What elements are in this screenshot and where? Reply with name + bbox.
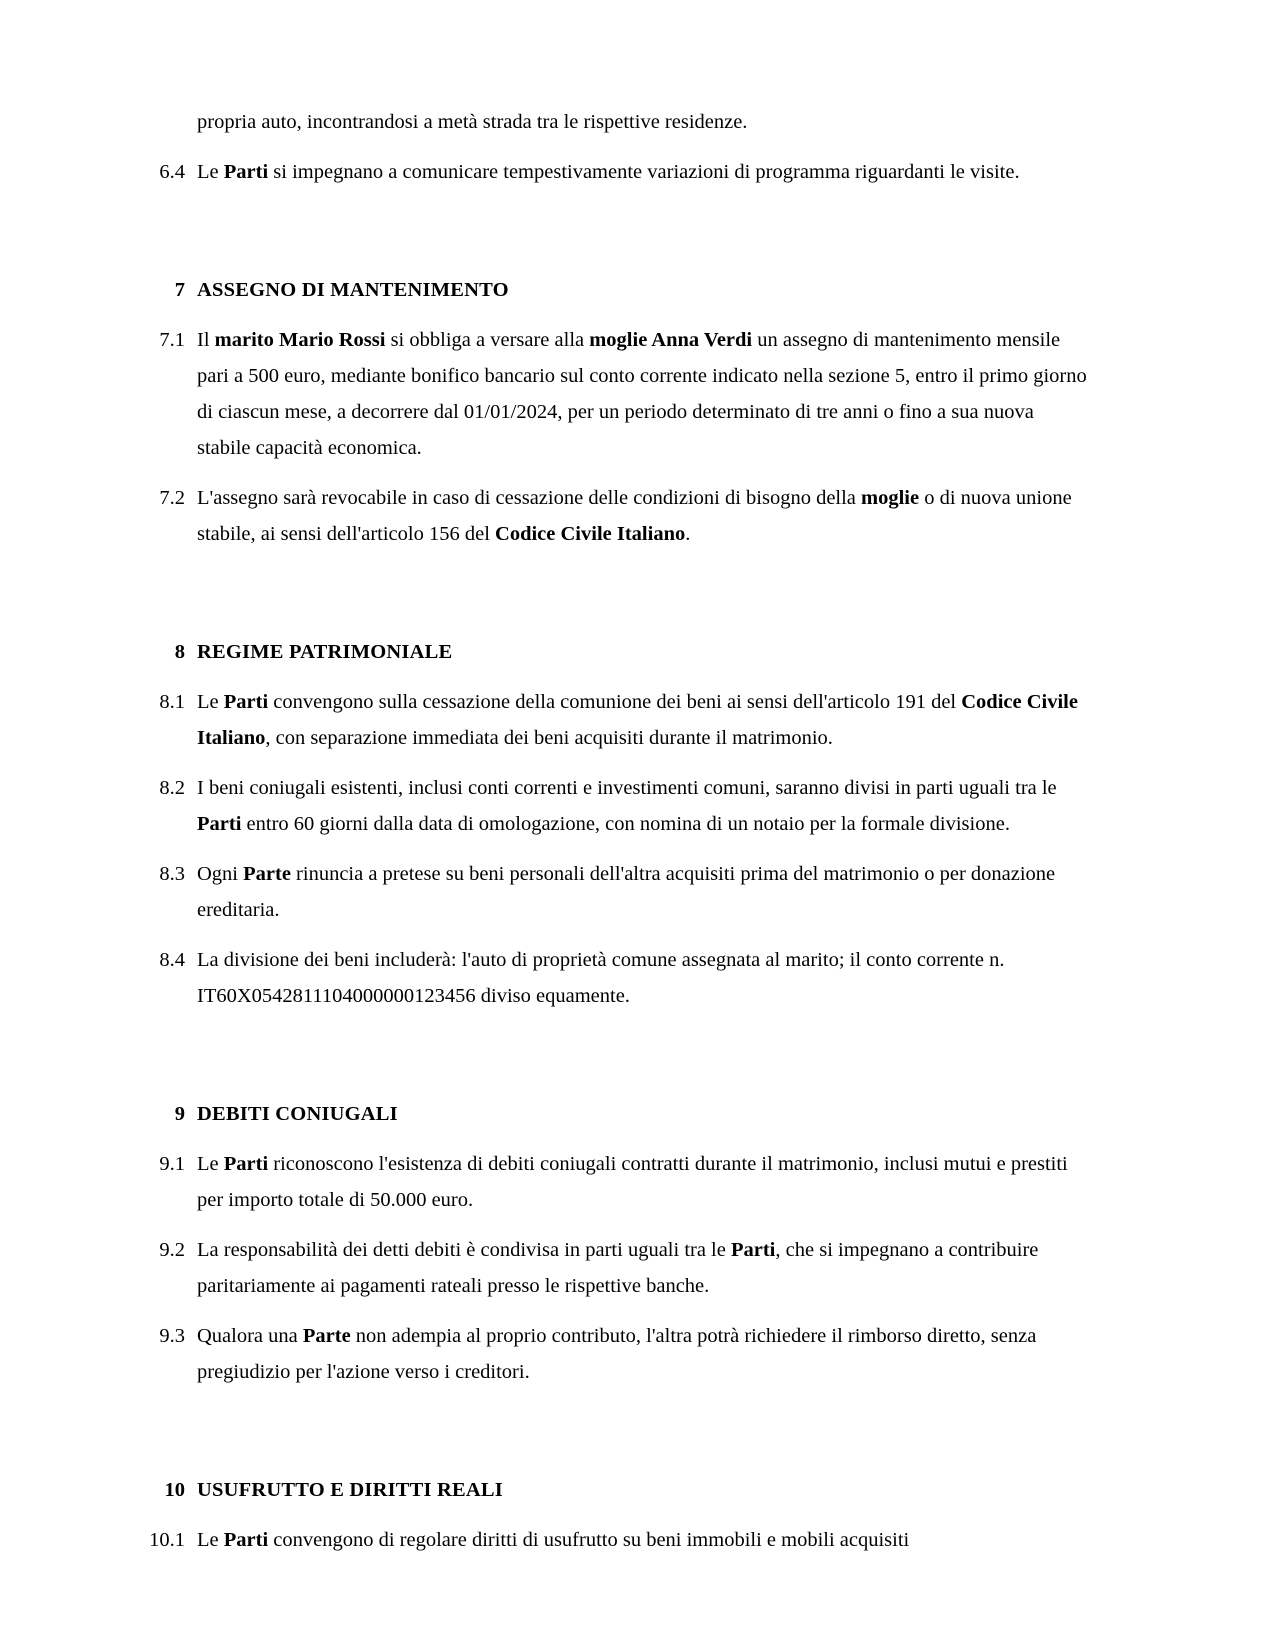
section-heading-10 — [140, 1474, 1090, 1506]
section-number: 8 — [174, 641, 185, 663]
clause-number: 8.2 — [159, 777, 185, 799]
clause-8-1 — [140, 684, 1090, 756]
section-number: 10 — [164, 1479, 185, 1501]
clause-10-1 — [140, 1522, 1090, 1558]
section-number: 9 — [174, 1103, 185, 1125]
clause-text: Il marito Mario Rossi si obbliga a versare alla moglie Anna Verdi un assegno di mantenimento mensile pari a 500 euro, mediante bonifico bancario sul conto corrente indicato nella sezione 5, entro il primo giorno di ciascun mese, a decorrere dal 01/01/2024, per un periodo determinato di tre anni o fino a sua nuova stabile capacità economica. — [197, 329, 1087, 459]
clause-number: 8.1 — [159, 691, 185, 713]
clause-number: 6.4 — [159, 161, 185, 183]
clause-number: 9.3 — [159, 1325, 185, 1347]
clause-9-3 — [140, 1318, 1090, 1390]
clause-text: I beni coniugali esistenti, inclusi conti correnti e investimenti comuni, saranno divisi in parti uguali tra le Parti entro 60 giorni dalla data di omologazione, con nomina di un notaio per la formale divisione. — [197, 777, 1057, 835]
clause-8-3 — [140, 856, 1090, 928]
clause-text: La divisione dei beni includerà: l'auto di proprietà comune assegnata al marito; il conto corrente n. IT60X0542811104000000123456 diviso equamente. — [197, 949, 1005, 1007]
section-heading-8 — [140, 636, 1090, 668]
clause-8-2 — [140, 770, 1090, 842]
section-title: ASSEGNO DI MANTENIMENTO — [197, 279, 509, 301]
clause-number: 9.1 — [159, 1153, 185, 1175]
clause-9-1 — [140, 1146, 1090, 1218]
clause-7-2 — [140, 480, 1090, 552]
clause-text: Qualora una Parte non adempia al proprio contributo, l'altra potrà richiedere il rimborso diretto, senza pregiudizio per l'azione verso i creditori. — [197, 1325, 1037, 1383]
clause-text: L'assegno sarà revocabile in caso di cessazione delle condizioni di bisogno della moglie o di nuova unione stabile, ai sensi dell'articolo 156 del Codice Civile Italiano. — [197, 487, 1072, 545]
clause-number: 8.3 — [159, 863, 185, 885]
section-spacer — [140, 552, 1090, 578]
clause-number: 8.4 — [159, 949, 185, 971]
clause-number: 7.2 — [159, 487, 185, 509]
clause-7-1 — [140, 322, 1090, 466]
clause-text: Le Parti si impegnano a comunicare tempestivamente variazioni di programma riguardanti le visite. — [197, 161, 1020, 183]
section-heading-9 — [140, 1098, 1090, 1130]
clause-number: 7.1 — [159, 329, 185, 351]
clause-6-4 — [140, 154, 1090, 190]
section-spacer — [140, 190, 1090, 216]
clause-text: La responsabilità dei detti debiti è condivisa in parti uguali tra le Parti, che si impegnano a contribuire paritariamente ai pagamenti rateali presso le rispettive banche. — [197, 1239, 1039, 1297]
section-title: DEBITI CONIUGALI — [197, 1103, 398, 1125]
clause-text: Le Parti convengono di regolare diritti di usufrutto su beni immobili e mobili acquisiti — [197, 1529, 910, 1551]
clause-number: 10.1 — [149, 1529, 185, 1551]
continuation-paragraph: propria auto, incontrandosi a metà strada tra le rispettive residenze. — [197, 111, 748, 133]
section-title: USUFRUTTO E DIRITTI REALI — [197, 1479, 503, 1501]
section-heading-7 — [140, 274, 1090, 306]
clause-text: Ogni Parte rinuncia a pretese su beni personali dell'altra acquisiti prima del matrimonio o per donazione ereditaria. — [197, 863, 1056, 921]
section-spacer — [140, 1014, 1090, 1040]
section-title: REGIME PATRIMONIALE — [197, 641, 453, 663]
section-spacer — [140, 1390, 1090, 1416]
clause-text: Le Parti riconoscono l'esistenza di debiti coniugali contratti durante il matrimonio, inclusi mutui e prestiti per importo totale di 50.000 euro. — [197, 1153, 1068, 1211]
clause-text: Le Parti convengono sulla cessazione della comunione dei beni ai sensi dell'articolo 191 del Codice Civile Italiano, con separazione immediata dei beni acquisiti durante il matrimonio. — [197, 691, 1078, 749]
document-body — [140, 104, 1090, 1558]
clause-9-2 — [140, 1232, 1090, 1304]
section-number: 7 — [174, 279, 185, 301]
clause-8-4 — [140, 942, 1090, 1014]
clause-number: 9.2 — [159, 1239, 185, 1261]
